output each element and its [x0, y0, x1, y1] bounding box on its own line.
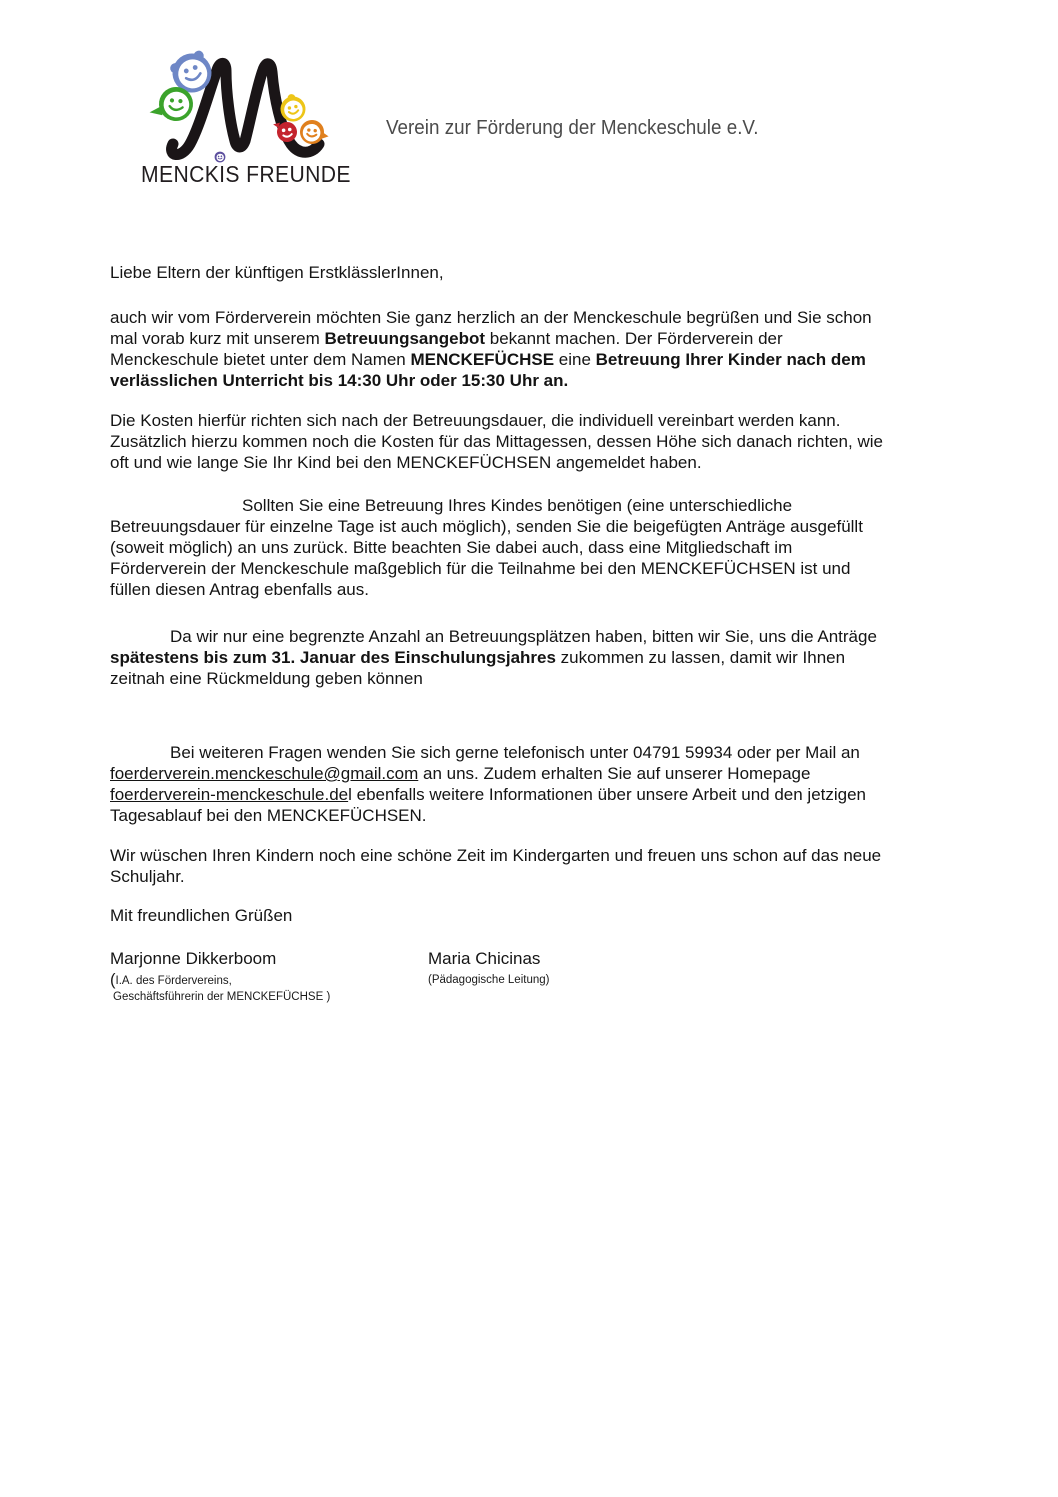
signature-right: [428, 948, 549, 1005]
costs-line1: Die Kosten hierfür richten sich nach der Betreuungsdauer, die individuell vereinbart werden kann.: [110, 411, 841, 430]
signature-block: [110, 948, 990, 1005]
application-line1: Sollten Sie eine Betreuung Ihres Kindes benötigen (eine unterschiedliche: [242, 496, 793, 515]
application-line3: (soweit möglich) an uns zurück. Bitte beachten Sie dabei auch, dass eine Mitgliedschaft im: [110, 538, 793, 557]
smiley-orange-icon: [298, 118, 330, 146]
closing-line1: Wir wüschen Ihren Kindern noch eine schöne Zeit im Kindergarten und freuen uns schon auf das neue: [110, 846, 882, 865]
intro-line1: auch wir vom Förderverein möchten Sie ganz herzlich an der Menckeschule begrüßen und Sie schon: [110, 308, 872, 327]
signature-left: [110, 948, 428, 1005]
contact-line3: l ebenfalls weitere Informationen über unsere Arbeit und den jetzigen: [348, 785, 867, 804]
deadline-bold: spätestens bis zum 31. Januar des Einschulungsjahres: [110, 648, 556, 667]
email-link[interactable]: foerderverein.menckeschule@gmail.com: [110, 764, 419, 783]
intro-line3-bold-name: MENCKEFÜCHSE: [410, 350, 555, 369]
signature-role-left-2: Geschäftsführerin der MENCKEFÜCHSE ): [113, 991, 331, 1003]
signature-name-left: Marjonne Dikkerboom: [110, 949, 277, 968]
salutation: [110, 905, 990, 926]
letter-body: [110, 262, 990, 1005]
intro-line2a: mal vorab kurz mit unserem: [110, 329, 325, 348]
application-line5: füllen diesen Antrag ebenfalls aus.: [110, 580, 369, 599]
contact-paragraph: [110, 742, 990, 826]
intro-line4-bold: verlässlichen Unterricht bis 14:30 Uhr oder 15:30 Uhr an.: [110, 371, 569, 390]
homepage-link[interactable]: foerderverein-menckeschule.de: [110, 785, 349, 804]
closing-paragraph: [110, 845, 990, 887]
signature-detail-right: [428, 972, 549, 988]
intro-line3a: Menckeschule bietet unter dem Namen: [110, 350, 411, 369]
menckis-freunde-logo: [140, 45, 345, 167]
signature-detail-left: [110, 972, 428, 1005]
signature-paren: (: [110, 971, 116, 989]
costs-paragraph: [110, 410, 990, 473]
application-line4: Förderverein der Menckeschule maßgeblich für die Teilnahme bei den MENCKEFÜCHSEN ist und: [110, 559, 851, 578]
intro-paragraph: [110, 307, 990, 391]
contact-line1: Bei weiteren Fragen wenden Sie sich gerne telefonisch unter 04791 59934 oder per Mail an: [170, 743, 860, 762]
application-paragraph: [110, 495, 990, 600]
deadline-paragraph: [110, 626, 990, 689]
intro-line2c: bekannt machen. Der Förderverein der: [485, 329, 783, 348]
greeting-line: [110, 262, 990, 283]
application-line2: Betreuungsdauer für einzelne Tage ist auch möglich), senden Sie die beigefügten Anträge ausgefüllt: [110, 517, 863, 536]
brand-text: MENCKIS FREUNDE: [141, 161, 351, 187]
intro-line2-bold: Betreuungsangebot: [324, 329, 486, 348]
contact-line4: Tagesablauf bei den MENCKEFÜCHSEN.: [110, 806, 427, 825]
deadline-line1: Da wir nur eine begrenzte Anzahl an Betreuungsplätzen haben, bitten wir Sie, uns die Anträge: [170, 627, 877, 646]
deadline-line2b: zukommen zu lassen, damit wir Ihnen: [555, 648, 846, 667]
closing-line2: Schuljahr.: [110, 867, 185, 886]
salutation-text: Mit freundlichen Grüßen: [110, 906, 293, 925]
intro-line3c: eine: [554, 350, 596, 369]
intro-line3-bold: Betreuung Ihrer Kinder nach dem: [595, 350, 866, 369]
deadline-line3: zeitnah eine Rückmeldung geben können: [110, 669, 423, 688]
contact-line2: an uns. Zudem erhalten Sie auf unserer Homepage: [418, 764, 811, 783]
costs-line3: oft und wie lange Sie Ihr Kind bei den MENCKEFÜCHSEN angemeldet haben.: [110, 453, 702, 472]
signature-role-left-1: I.A. des Fördervereins,: [115, 975, 232, 987]
greeting-text: Liebe Eltern der künftigen ErstklässlerInnen,: [110, 263, 444, 282]
costs-line2: Zusätzlich hierzu kommen noch die Kosten für das Mittagessen, dessen Höhe sich danach richten, wie: [110, 432, 883, 451]
signature-name-right: Maria Chicinas: [428, 949, 541, 968]
signature-role-right: (Pädagogische Leitung): [428, 974, 550, 986]
org-tagline: Verein zur Förderung der Menckeschule e.V.: [386, 116, 759, 139]
